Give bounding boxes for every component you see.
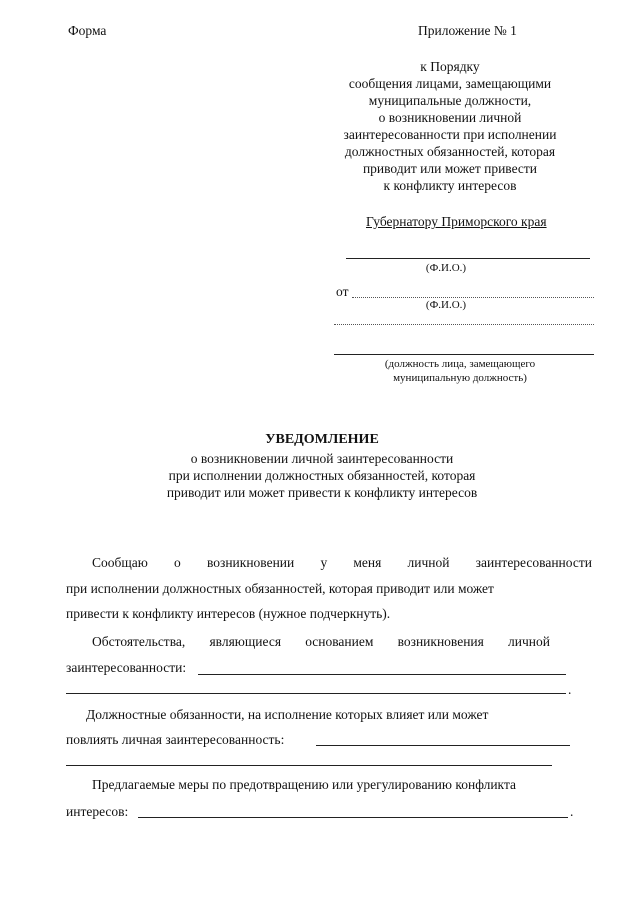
circumstances-field-continued[interactable]: [66, 693, 566, 694]
paragraph-1-line-2: при исполнении должностных обязанностей, которая приводит или может: [66, 581, 494, 596]
paragraph-3-line-1: Должностные обязанности, на исполнение которых влияет или может: [86, 707, 489, 722]
word: Обстоятельства,: [92, 634, 186, 649]
from-prefix: от: [336, 284, 349, 299]
period: .: [570, 804, 574, 819]
paragraph-2-line-1: [92, 633, 550, 650]
word: меня: [353, 555, 382, 570]
appendix-label: Приложение № 1: [418, 23, 517, 38]
word: Сообщаю: [92, 555, 148, 570]
paragraph-1-line-1: [92, 554, 592, 571]
paragraph-1-line-3: привести к конфликту интересов (нужное подчеркнуть).: [66, 606, 391, 621]
word: личной: [508, 634, 550, 649]
measures-label: интересов:: [66, 804, 129, 819]
word: личной: [407, 555, 450, 570]
order-ref-line: муниципальные должности,: [368, 93, 532, 108]
position-line[interactable]: [334, 324, 594, 325]
order-ref-line: к Порядку: [420, 59, 480, 74]
notice-subtitle: приводит или может привести к конфликту интересов: [166, 485, 478, 500]
word: у: [320, 555, 328, 570]
order-ref-line: о возникновении личной: [378, 110, 522, 125]
addressee-to: Губернатору Приморского края: [366, 214, 547, 229]
word: возникновения: [397, 634, 484, 649]
circumstances-field[interactable]: [198, 674, 566, 675]
word: основанием: [305, 634, 374, 649]
position-caption-line: муниципальную должность): [393, 372, 527, 384]
paragraph-4-line-1: Предлагаемые меры по предотвращению или урегулированию конфликта: [92, 777, 516, 792]
order-ref-line: должностных обязанностей, которая: [344, 144, 556, 159]
period: .: [568, 682, 572, 697]
notice-heading: УВЕДОМЛЕНИЕ: [265, 432, 379, 447]
duties-field-continued[interactable]: [66, 765, 552, 766]
position-caption: [340, 357, 580, 385]
fio-caption: (Ф.И.О.): [425, 299, 467, 311]
duties-label: повлиять личная заинтересованность:: [66, 732, 285, 747]
notice-title: [70, 431, 574, 501]
order-ref-line: заинтересованности при исполнении: [343, 127, 557, 142]
fio-line[interactable]: [346, 258, 590, 259]
word: о: [174, 555, 181, 570]
fio-caption: (Ф.И.О.): [425, 262, 467, 274]
word: возникновении: [206, 555, 295, 570]
form-label: Форма: [68, 23, 107, 38]
order-reference: [320, 58, 580, 194]
word: заинтересованности: [475, 555, 592, 570]
word: являющиеся: [209, 634, 282, 649]
position-line[interactable]: [334, 354, 594, 355]
position-caption-line: (должность лица, замещающего: [384, 358, 536, 370]
circumstances-label: заинтересованности:: [66, 660, 187, 675]
order-ref-line: к конфликту интересов: [383, 178, 517, 193]
order-ref-line: сообщения лицами, замещающими: [348, 76, 552, 91]
duties-field[interactable]: [316, 745, 570, 746]
notice-subtitle: о возникновении личной заинтересованности: [190, 451, 454, 466]
notice-subtitle: при исполнении должностных обязанностей, которая: [168, 468, 476, 483]
measures-field[interactable]: [138, 817, 568, 818]
order-ref-line: приводит или может привести: [362, 161, 538, 176]
